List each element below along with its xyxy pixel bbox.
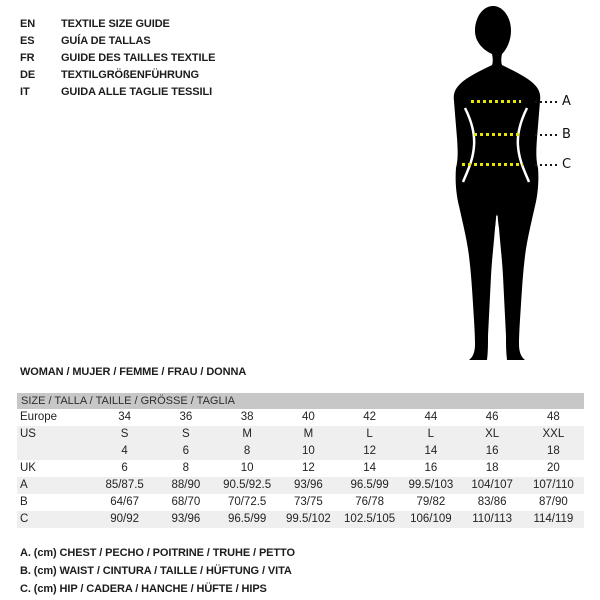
section-title: WOMAN / MUJER / FEMME / FRAU / DONNA	[20, 366, 247, 378]
table-row-hip	[17, 511, 584, 528]
row-label: US	[20, 428, 36, 440]
language-row-de	[20, 67, 215, 84]
size-cell: 99.5/102	[285, 513, 331, 525]
size-cell: 96.5/99	[227, 513, 267, 525]
size-cell: S	[182, 428, 190, 440]
language-code: DE	[20, 69, 36, 81]
language-code: IT	[20, 86, 30, 98]
size-cell: 6	[182, 445, 190, 457]
size-cell: 12	[363, 445, 377, 457]
size-cell: M	[303, 428, 314, 440]
size-cell: 70/72.5	[227, 496, 267, 508]
size-cell: 76/78	[355, 496, 385, 508]
size-cell: 93/96	[293, 479, 323, 491]
marker-label-b: B	[562, 127, 571, 142]
size-cell: 18	[546, 445, 560, 457]
woman-silhouette-icon	[430, 4, 575, 362]
row-label: B	[20, 496, 28, 508]
size-cell: 6	[121, 462, 128, 474]
chest-measure-line	[471, 100, 521, 103]
row-label: Europe	[20, 411, 58, 423]
chest-leader-line	[535, 101, 558, 103]
marker-label-c: C	[562, 157, 572, 172]
waist-measure-line	[474, 133, 519, 136]
size-cell: 42	[363, 411, 377, 423]
measurement-legend	[20, 544, 295, 598]
size-cell: 48	[546, 411, 560, 423]
table-header: SIZE / TALLA / TAILLE / GRÖSSE / TAGLIA	[17, 393, 584, 409]
row-label: C	[20, 513, 29, 525]
size-cell: 46	[485, 411, 499, 423]
table-row-chest	[17, 477, 584, 494]
size-cell: 44	[424, 411, 438, 423]
size-cell: 10	[301, 445, 315, 457]
size-cell: 12	[301, 462, 315, 474]
size-cell: 4	[121, 445, 128, 457]
size-cell: 14	[424, 445, 438, 457]
size-cell: 68/70	[171, 496, 201, 508]
size-cell: L	[427, 428, 435, 440]
row-label	[17, 443, 94, 460]
language-label: TEXTILGRÖßENFÜHRUNG	[60, 69, 200, 81]
legend-chest: A. (cm) CHEST / PECHO / POITRINE / TRUHE / PETTO	[20, 547, 295, 559]
size-cell: 8	[243, 445, 251, 457]
size-cell: 18	[485, 462, 499, 474]
size-cell: 110/113	[472, 513, 513, 525]
row-label: A	[20, 479, 28, 491]
marker-label-a: A	[562, 94, 571, 109]
size-cell: 88/90	[171, 479, 201, 491]
table-row-us-numbers	[17, 443, 584, 460]
size-cell: 93/96	[171, 513, 201, 525]
language-label: GUÍA DE TALLAS	[60, 35, 151, 47]
legend-waist: B. (cm) WAIST / CINTURA / TAILLE / HÜFTUNG / VITA	[20, 565, 292, 577]
language-row-es	[20, 33, 215, 50]
language-row-fr	[20, 50, 215, 67]
size-cell: 102.5/105	[344, 513, 396, 525]
size-cell: 14	[363, 462, 377, 474]
size-cell: 114/119	[533, 513, 574, 525]
table-row-us-letters	[17, 426, 584, 443]
language-label: TEXTILE SIZE GUIDE	[60, 18, 170, 30]
size-cell: 20	[546, 462, 560, 474]
size-cell: 99.5/103	[408, 479, 454, 491]
size-cell: 16	[485, 445, 499, 457]
size-cell: 36	[179, 411, 193, 423]
size-cell: 96.5/99	[350, 479, 389, 491]
legend-hip: C. (cm) HIP / CADERA / HANCHE / HÜFTE / HIPS	[20, 583, 267, 595]
language-label: GUIDA ALLE TAGLIE TESSILI	[60, 86, 213, 98]
language-code: EN	[20, 18, 36, 30]
size-cell: 64/67	[110, 496, 140, 508]
size-cell: 34	[118, 411, 132, 423]
hip-measure-line	[462, 163, 523, 166]
size-cell: 16	[424, 462, 438, 474]
size-cell: XXL	[542, 428, 565, 440]
size-cell: 90/92	[110, 513, 140, 525]
language-code: ES	[20, 35, 35, 47]
size-cell: 85/87.5	[105, 479, 144, 491]
table-row-waist	[17, 494, 584, 511]
size-cell: 90.5/92.5	[223, 479, 272, 491]
language-label: GUIDE DES TAILLES TEXTILE	[60, 52, 216, 64]
size-cell: 8	[182, 462, 190, 474]
language-row-it	[20, 84, 215, 101]
size-cell: M	[242, 428, 252, 440]
language-code: FR	[20, 52, 35, 64]
size-cell: XL	[485, 428, 500, 440]
size-cell: 40	[301, 411, 315, 423]
size-cell: 87/90	[538, 496, 568, 508]
hip-leader-line	[535, 164, 558, 166]
size-cell: 83/86	[477, 496, 507, 508]
language-list	[20, 16, 215, 101]
row-label: UK	[20, 462, 36, 474]
size-cell: 79/82	[416, 496, 446, 508]
table-row-uk	[17, 460, 584, 477]
size-cell: 38	[240, 411, 254, 423]
size-cell: 104/107	[471, 479, 513, 491]
language-row-en	[20, 16, 215, 33]
size-cell: L	[366, 428, 373, 440]
size-cell: 10	[240, 462, 254, 474]
size-cell: 107/110	[533, 479, 574, 491]
size-table	[17, 393, 584, 528]
size-cell: S	[120, 428, 129, 440]
table-row-europe	[17, 409, 584, 426]
size-cell: 106/109	[410, 513, 452, 525]
size-cell: 73/75	[293, 496, 323, 508]
waist-leader-line	[535, 134, 558, 136]
